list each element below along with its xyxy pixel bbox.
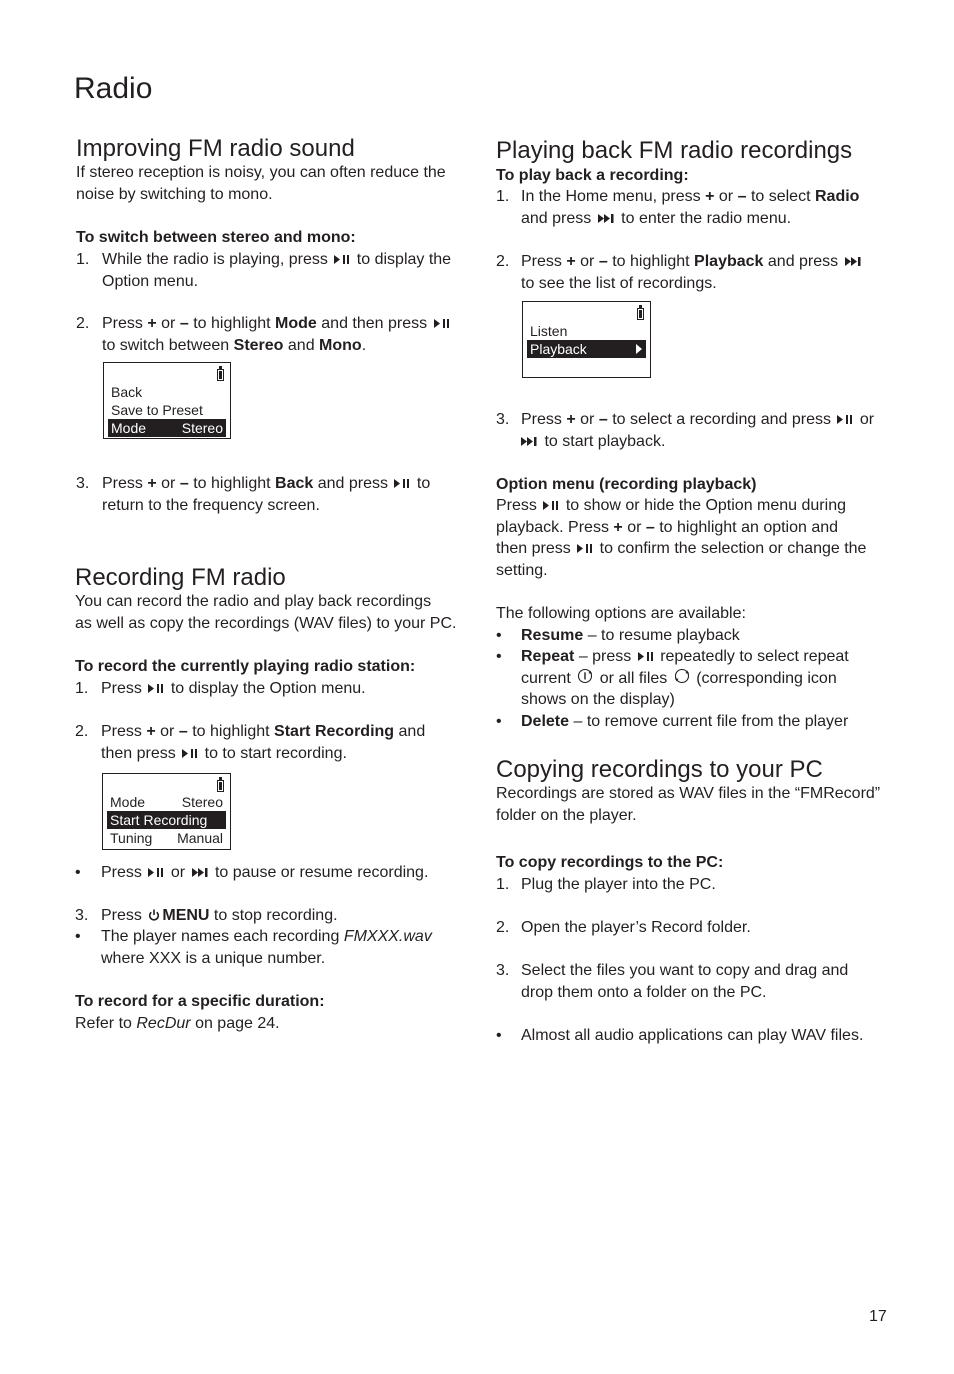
skip-forward-icon xyxy=(521,436,538,447)
step-text: to display the xyxy=(356,251,452,268)
file-name: FMXXX.wav xyxy=(343,928,432,945)
step-text: and press xyxy=(767,253,839,270)
minus-key: – xyxy=(178,723,188,740)
screen-row: Save to Preset xyxy=(111,402,203,418)
step-text: and xyxy=(398,723,426,740)
stereo-mono-subheading: To switch between stereo and mono: xyxy=(76,229,356,246)
improving-intro-line2: noise by switching to mono. xyxy=(76,186,273,203)
step-text: to highlight xyxy=(612,253,690,270)
play-pause-icon xyxy=(638,651,654,662)
step-text: Press xyxy=(102,315,143,332)
step-number: 2. xyxy=(496,919,510,936)
battery-icon xyxy=(217,780,224,792)
step-text: and xyxy=(287,336,315,354)
step-text: or xyxy=(718,188,734,205)
key-delete: Delete xyxy=(521,713,570,730)
screen-row-selected: Playback xyxy=(527,340,646,358)
step-text: and then press xyxy=(321,315,428,332)
repeat-one-icon xyxy=(577,668,593,684)
para-text: or xyxy=(627,518,642,536)
step-number: 2. xyxy=(496,253,510,270)
screen-row-selected: Mode Stereo xyxy=(108,419,226,437)
bullet: • xyxy=(75,864,81,881)
key-playback: Playback xyxy=(694,253,764,270)
step-text: While the radio is playing, press xyxy=(102,251,328,268)
bullet-text: Press xyxy=(101,864,142,881)
option-text: shows on the display) xyxy=(521,691,675,709)
minus-key: – xyxy=(598,253,608,270)
step-text: Option menu. xyxy=(102,272,199,290)
step-number: 1. xyxy=(496,188,510,205)
bullet: • xyxy=(496,1027,502,1044)
step-text: to start playback. xyxy=(544,432,666,450)
bullet-text: where XXX is a unique number. xyxy=(101,949,326,967)
copying-intro-line2: folder on the player. xyxy=(496,807,637,824)
step-text: to see the list of recordings. xyxy=(521,274,717,292)
power-icon xyxy=(148,909,160,921)
play-pause-icon xyxy=(334,254,350,265)
mode-screen-illustration xyxy=(103,362,231,439)
key-repeat: Repeat xyxy=(521,648,575,665)
option-text: or all files xyxy=(599,669,668,687)
step-text: Plug the player into the PC. xyxy=(521,876,716,893)
page-number: 17 xyxy=(869,1308,887,1325)
para-text: to confirm the selection or change the xyxy=(599,540,867,558)
key-stereo: Stereo xyxy=(233,336,284,354)
step-number: 1. xyxy=(75,680,89,697)
plus-key: + xyxy=(147,315,157,332)
key-mode: Mode xyxy=(275,315,317,332)
step-text: to to start recording. xyxy=(204,744,347,762)
para-text: Press xyxy=(496,497,537,514)
step-text: or xyxy=(161,315,176,332)
bullet-text: or xyxy=(170,864,186,881)
play-back-subheading: To play back a recording: xyxy=(496,167,689,184)
option-text: – to remove current file from the player xyxy=(573,713,849,730)
page-title: Radio xyxy=(74,72,153,105)
step-number: 3. xyxy=(496,962,510,979)
step-text: or xyxy=(161,475,176,492)
step-text: return to the frequency screen. xyxy=(102,496,320,514)
option-text: current xyxy=(521,669,571,687)
battery-icon xyxy=(637,308,644,320)
arrow-right-icon xyxy=(635,340,643,358)
minus-key: – xyxy=(179,315,189,332)
minus-key: – xyxy=(737,188,747,205)
screen-row: Listen xyxy=(530,323,568,339)
key-radio: Radio xyxy=(814,188,860,205)
improving-heading: Improving FM radio sound xyxy=(76,135,355,162)
skip-forward-icon xyxy=(845,256,862,267)
plus-key: + xyxy=(146,723,156,740)
step-number: 3. xyxy=(75,907,89,924)
step-text: to select xyxy=(750,188,811,205)
record-duration-refer xyxy=(75,1013,280,1035)
start-recording-screen-illustration xyxy=(102,773,231,850)
key-mono: Mono xyxy=(319,336,362,354)
step-text: or xyxy=(160,723,175,740)
play-pause-icon xyxy=(837,414,853,425)
step-text: Press xyxy=(101,907,142,924)
option-menu-paragraph xyxy=(496,495,866,582)
step-text: to stop recording. xyxy=(213,907,338,924)
bullet-text: Almost all audio applications can play WAV files. xyxy=(521,1027,864,1044)
recdur-reference: RecDur xyxy=(136,1015,191,1032)
step-text: to select a recording and press xyxy=(612,411,831,428)
step-text: Press xyxy=(101,680,142,697)
bullet: • xyxy=(75,928,81,945)
step-text: Press xyxy=(521,411,562,428)
step-number: 1. xyxy=(496,876,510,893)
options-available-text: The following options are available: xyxy=(496,605,746,622)
step-text: Open the player’s Record folder. xyxy=(521,919,751,936)
play-pause-icon xyxy=(394,478,410,489)
screen-row-selected: Start Recording xyxy=(107,811,226,829)
recording-intro-line1: You can record the radio and play back recordings xyxy=(75,593,432,610)
screen-row: Tuning Manual xyxy=(110,830,223,846)
option-text: – to resume playback xyxy=(587,627,740,644)
bullet-text: The player names each recording xyxy=(101,928,340,945)
bullet: • xyxy=(496,627,502,644)
repeat-all-icon xyxy=(674,668,690,684)
step-text: then press xyxy=(101,744,176,762)
step-number: 3. xyxy=(76,475,90,492)
record-duration-subheading: To record for a specific duration: xyxy=(75,993,325,1010)
step-text: Select the files you want to copy and drag and xyxy=(521,962,849,979)
recording-heading: Recording FM radio xyxy=(75,564,286,591)
option-text: (corresponding icon xyxy=(696,669,837,687)
recording-intro-line2: as well as copy the recordings (WAV files) to your PC. xyxy=(75,615,457,632)
plus-key: + xyxy=(566,253,576,270)
plus-key: + xyxy=(613,518,623,536)
skip-forward-icon xyxy=(598,213,615,224)
key-start-recording: Start Recording xyxy=(274,723,395,740)
play-pause-icon xyxy=(148,683,164,694)
step-number: 2. xyxy=(75,723,89,740)
key-menu: MENU xyxy=(162,907,210,924)
step-text: to switch between xyxy=(102,336,230,354)
step-text: In the Home menu, press xyxy=(521,188,701,205)
plus-key: + xyxy=(147,475,157,492)
play-pause-icon xyxy=(543,500,559,511)
step-text: . xyxy=(361,336,367,354)
refer-text: on page 24. xyxy=(195,1015,280,1032)
copying-heading: Copying recordings to your PC xyxy=(496,756,823,783)
option-text: – press xyxy=(578,648,632,665)
minus-key: – xyxy=(598,411,608,428)
playback-screen-illustration xyxy=(522,301,651,378)
para-text: playback. Press xyxy=(496,518,609,536)
skip-forward-icon xyxy=(192,867,209,878)
step-text: and press xyxy=(521,209,592,227)
step-text: or xyxy=(580,253,595,270)
step-text: or xyxy=(580,411,595,428)
step-text: to enter the radio menu. xyxy=(621,209,792,227)
option-menu-subheading: Option menu (recording playback) xyxy=(496,476,757,493)
plus-key: + xyxy=(705,188,715,205)
screen-row: Mode Stereo xyxy=(110,794,223,810)
para-text: then press xyxy=(496,540,571,558)
bullet-text: to pause or resume recording. xyxy=(214,864,429,881)
screen-row: Back xyxy=(111,384,143,400)
para-text: to show or hide the Option menu during xyxy=(565,497,846,514)
step-text: to xyxy=(416,475,431,492)
key-resume: Resume xyxy=(521,627,584,644)
bullet: • xyxy=(496,648,502,665)
copy-subheading: To copy recordings to the PC: xyxy=(496,854,724,871)
step-text: to highlight xyxy=(193,315,271,332)
step-text: Press xyxy=(102,475,143,492)
refer-text: Refer to xyxy=(75,1015,132,1032)
step-number: 3. xyxy=(496,411,510,428)
step-number: 1. xyxy=(76,251,90,268)
step-text: or xyxy=(859,411,875,428)
step-number: 2. xyxy=(76,315,90,332)
step-text: Press xyxy=(101,723,142,740)
play-pause-icon xyxy=(434,318,450,329)
option-text: repeatedly to select repeat xyxy=(660,648,849,665)
copying-intro-line1: Recordings are stored as WAV files in the “FMRecord” xyxy=(496,785,881,802)
step-text: to highlight xyxy=(193,475,271,492)
step-text: to highlight xyxy=(192,723,270,740)
improving-intro-line1: If stereo reception is noisy, you can often reduce the xyxy=(76,164,446,181)
bullet: • xyxy=(496,713,502,730)
step-text: to display the Option menu. xyxy=(170,680,366,697)
minus-key: – xyxy=(179,475,189,492)
play-pause-icon xyxy=(182,748,198,759)
step-text: and press xyxy=(317,475,389,492)
play-pause-icon xyxy=(577,543,593,554)
record-current-subheading: To record the currently playing radio station: xyxy=(75,658,416,675)
para-text: to highlight an option and xyxy=(659,518,839,536)
playback-heading: Playing back FM radio recordings xyxy=(496,137,853,164)
key-back: Back xyxy=(275,475,314,492)
plus-key: + xyxy=(566,411,576,428)
step-text: drop them onto a folder on the PC. xyxy=(521,983,767,1001)
minus-key: – xyxy=(645,518,655,536)
step-text: Press xyxy=(521,253,562,270)
para-text: setting. xyxy=(496,562,548,580)
battery-icon xyxy=(217,369,224,381)
play-pause-icon xyxy=(148,867,164,878)
